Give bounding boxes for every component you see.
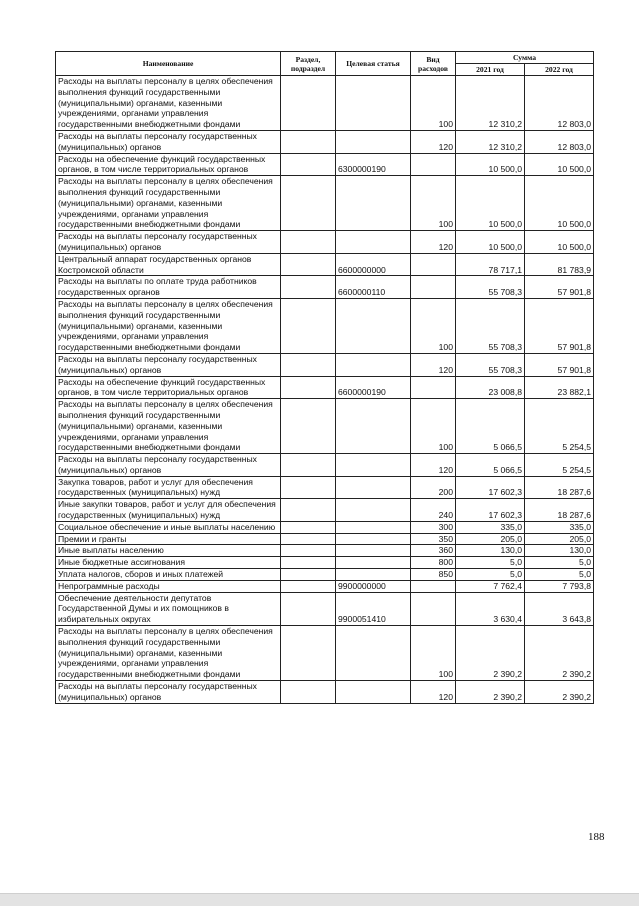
cell-2021: 205,0 <box>456 533 525 545</box>
cell-2021: 2 390,2 <box>456 626 525 681</box>
cell-section <box>281 376 336 399</box>
cell-type <box>411 153 456 176</box>
cell-section <box>281 298 336 353</box>
cell-2022: 10 500,0 <box>525 176 594 231</box>
cell-name: Расходы на выплаты персоналу в целях обеспечения выполнения функций государственными (муниципальными) органами, казенными учреждениями, органами управления государственными внебюджетными фондами <box>56 399 281 454</box>
cell-2022: 5 254,5 <box>525 399 594 454</box>
cell-2021: 130,0 <box>456 545 525 557</box>
cell-name: Иные закупки товаров, работ и услуг для обеспечения государственных (муниципальных) нужд <box>56 499 281 522</box>
cell-name: Расходы на выплаты персоналу государственных (муниципальных) органов <box>56 353 281 376</box>
table-row <box>56 569 594 581</box>
cell-2021: 12 310,2 <box>456 76 525 131</box>
cell-2022: 12 803,0 <box>525 130 594 153</box>
cell-target <box>336 476 411 499</box>
cell-2022: 335,0 <box>525 521 594 533</box>
cell-name: Расходы на выплаты по оплате труда работников государственных органов <box>56 276 281 299</box>
cell-target: 6600000110 <box>336 276 411 299</box>
cell-target <box>336 499 411 522</box>
cell-name: Уплата налогов, сборов и иных платежей <box>56 569 281 581</box>
table-row <box>56 399 594 454</box>
cell-2021: 10 500,0 <box>456 153 525 176</box>
page-number: 188 <box>588 831 605 843</box>
cell-name: Иные бюджетные ассигнования <box>56 557 281 569</box>
cell-target <box>336 533 411 545</box>
cell-target <box>336 681 411 704</box>
cell-section <box>281 231 336 254</box>
cell-2021: 78 717,1 <box>456 253 525 276</box>
cell-section <box>281 476 336 499</box>
cell-section <box>281 569 336 581</box>
cell-section <box>281 521 336 533</box>
table-row <box>56 276 594 299</box>
cell-2022: 57 901,8 <box>525 276 594 299</box>
table-row <box>56 545 594 557</box>
cell-type <box>411 580 456 592</box>
cell-2022: 2 390,2 <box>525 681 594 704</box>
table-row <box>56 176 594 231</box>
table-row <box>56 557 594 569</box>
cell-2022: 81 783,9 <box>525 253 594 276</box>
cell-target: 6300000190 <box>336 153 411 176</box>
cell-type: 120 <box>411 681 456 704</box>
cell-section <box>281 276 336 299</box>
table-row <box>56 130 594 153</box>
header-year-2021: 2021 год <box>456 64 525 76</box>
cell-section <box>281 557 336 569</box>
cell-type: 120 <box>411 231 456 254</box>
cell-type: 100 <box>411 76 456 131</box>
cell-name: Расходы на выплаты персоналу в целях обеспечения выполнения функций государственными (муниципальными) органами, казенными учреждениями, органами управления государственными внебюджетными фондами <box>56 626 281 681</box>
cell-target <box>336 298 411 353</box>
cell-name: Расходы на обеспечение функций государственных органов, в том числе территориальных органов <box>56 153 281 176</box>
cell-2021: 55 708,3 <box>456 276 525 299</box>
cell-type <box>411 376 456 399</box>
cell-type: 100 <box>411 399 456 454</box>
cell-2022: 2 390,2 <box>525 626 594 681</box>
cell-2021: 55 708,3 <box>456 353 525 376</box>
cell-2022: 57 901,8 <box>525 298 594 353</box>
cell-2021: 2 390,2 <box>456 681 525 704</box>
table-row <box>56 499 594 522</box>
cell-name: Расходы на выплаты персоналу государственных (муниципальных) органов <box>56 681 281 704</box>
cell-2022: 10 500,0 <box>525 231 594 254</box>
header-target: Целевая статья <box>336 52 411 76</box>
cell-2022: 5,0 <box>525 569 594 581</box>
header-name: Наименование <box>56 52 281 76</box>
cell-target <box>336 557 411 569</box>
header-section: Раздел, подраздел <box>281 52 336 76</box>
cell-2021: 55 708,3 <box>456 298 525 353</box>
table-row <box>56 521 594 533</box>
cell-target <box>336 454 411 477</box>
cell-type: 100 <box>411 298 456 353</box>
cell-name: Закупка товаров, работ и услуг для обеспечения государственных (муниципальных) нужд <box>56 476 281 499</box>
cell-name: Социальное обеспечение и иные выплаты населению <box>56 521 281 533</box>
cell-name: Премии и гранты <box>56 533 281 545</box>
cell-target: 9900051410 <box>336 592 411 625</box>
cell-target <box>336 130 411 153</box>
cell-2022: 130,0 <box>525 545 594 557</box>
cell-section <box>281 592 336 625</box>
table-row <box>56 626 594 681</box>
cell-type: 350 <box>411 533 456 545</box>
cell-type: 800 <box>411 557 456 569</box>
cell-2021: 3 630,4 <box>456 592 525 625</box>
table-row <box>56 681 594 704</box>
cell-target <box>336 231 411 254</box>
cell-2022: 12 803,0 <box>525 76 594 131</box>
cell-type: 200 <box>411 476 456 499</box>
cell-section <box>281 353 336 376</box>
cell-target <box>336 626 411 681</box>
cell-section <box>281 253 336 276</box>
cell-section <box>281 76 336 131</box>
table-row <box>56 580 594 592</box>
cell-2021: 335,0 <box>456 521 525 533</box>
cell-type: 100 <box>411 626 456 681</box>
cell-section <box>281 533 336 545</box>
cell-section <box>281 130 336 153</box>
cell-name: Обеспечение деятельности депутатов Государственной Думы и их помощников в избирательных округах <box>56 592 281 625</box>
cell-name: Расходы на выплаты персоналу государственных (муниципальных) органов <box>56 231 281 254</box>
table-row <box>56 231 594 254</box>
cell-2021: 10 500,0 <box>456 231 525 254</box>
table-row <box>56 76 594 131</box>
cell-type: 120 <box>411 130 456 153</box>
cell-2021: 7 762,4 <box>456 580 525 592</box>
cell-2021: 5,0 <box>456 557 525 569</box>
cell-2022: 5 254,5 <box>525 454 594 477</box>
header-year-2022: 2022 год <box>525 64 594 76</box>
table-row <box>56 592 594 625</box>
cell-section <box>281 399 336 454</box>
cell-type: 850 <box>411 569 456 581</box>
table-row <box>56 298 594 353</box>
cell-section <box>281 545 336 557</box>
cell-2021: 5 066,5 <box>456 399 525 454</box>
cell-name: Иные выплаты населению <box>56 545 281 557</box>
cell-target <box>336 545 411 557</box>
scan-edge <box>0 893 639 906</box>
cell-2022: 18 287,6 <box>525 499 594 522</box>
cell-2022: 7 793,8 <box>525 580 594 592</box>
cell-section <box>281 681 336 704</box>
cell-name: Центральный аппарат государственных органов Костромской области <box>56 253 281 276</box>
cell-type <box>411 253 456 276</box>
cell-type: 360 <box>411 545 456 557</box>
cell-target: 6600000190 <box>336 376 411 399</box>
table-row <box>56 454 594 477</box>
cell-section <box>281 454 336 477</box>
cell-name: Непрограммные расходы <box>56 580 281 592</box>
cell-name: Расходы на выплаты персоналу государственных (муниципальных) органов <box>56 454 281 477</box>
cell-name: Расходы на выплаты персоналу государственных (муниципальных) органов <box>56 130 281 153</box>
cell-2021: 5 066,5 <box>456 454 525 477</box>
cell-target <box>336 569 411 581</box>
cell-section <box>281 499 336 522</box>
cell-target: 6600000000 <box>336 253 411 276</box>
table-body <box>56 76 594 704</box>
header-type: Вид расходов <box>411 52 456 76</box>
cell-2021: 5,0 <box>456 569 525 581</box>
cell-target <box>336 521 411 533</box>
cell-name: Расходы на выплаты персоналу в целях обеспечения выполнения функций государственными (муниципальными) органами, казенными учреждениями, органами управления государственными внебюджетными фондами <box>56 298 281 353</box>
cell-target <box>336 76 411 131</box>
cell-type <box>411 276 456 299</box>
cell-section <box>281 580 336 592</box>
cell-target: 9900000000 <box>336 580 411 592</box>
cell-2022: 10 500,0 <box>525 153 594 176</box>
budget-table <box>55 51 594 704</box>
cell-2021: 12 310,2 <box>456 130 525 153</box>
table-header <box>56 52 594 76</box>
cell-type <box>411 592 456 625</box>
cell-section <box>281 626 336 681</box>
cell-2022: 3 643,8 <box>525 592 594 625</box>
table-row <box>56 476 594 499</box>
header-sum: Сумма <box>456 52 594 64</box>
table-row <box>56 376 594 399</box>
cell-2022: 57 901,8 <box>525 353 594 376</box>
cell-2021: 17 602,3 <box>456 476 525 499</box>
cell-2022: 23 882,1 <box>525 376 594 399</box>
table-row <box>56 353 594 376</box>
cell-type: 240 <box>411 499 456 522</box>
cell-name: Расходы на выплаты персоналу в целях обеспечения выполнения функций государственными (муниципальными) органами, казенными учреждениями, органами управления государственными внебюджетными фондами <box>56 76 281 131</box>
cell-section <box>281 153 336 176</box>
cell-2021: 17 602,3 <box>456 499 525 522</box>
cell-type: 120 <box>411 454 456 477</box>
cell-target <box>336 399 411 454</box>
cell-2021: 23 008,8 <box>456 376 525 399</box>
table-row <box>56 253 594 276</box>
cell-target <box>336 176 411 231</box>
cell-target <box>336 353 411 376</box>
cell-section <box>281 176 336 231</box>
cell-2022: 5,0 <box>525 557 594 569</box>
cell-type: 300 <box>411 521 456 533</box>
table-row <box>56 153 594 176</box>
cell-name: Расходы на обеспечение функций государственных органов, в том числе территориальных органов <box>56 376 281 399</box>
cell-type: 120 <box>411 353 456 376</box>
cell-2022: 18 287,6 <box>525 476 594 499</box>
cell-2022: 205,0 <box>525 533 594 545</box>
table-row <box>56 533 594 545</box>
cell-2021: 10 500,0 <box>456 176 525 231</box>
cell-name: Расходы на выплаты персоналу в целях обеспечения выполнения функций государственными (муниципальными) органами, казенными учреждениями, органами управления государственными внебюджетными фондами <box>56 176 281 231</box>
cell-type: 100 <box>411 176 456 231</box>
